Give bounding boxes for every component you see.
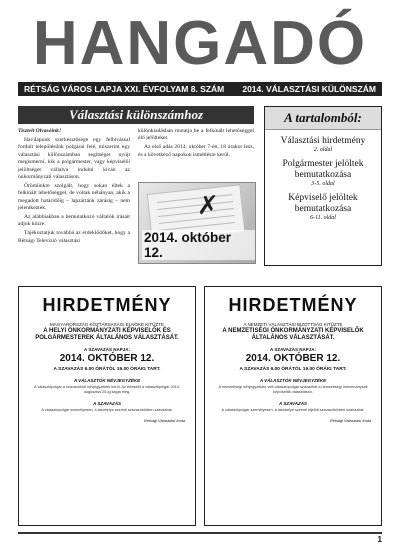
article-paragraph: Tájékoztatjuk továbbá az érdeklődőket, hogy a Rétsági Televízió választási (18, 230, 130, 244)
notice-issuer: MAGYARORSZÁG KÖZTÁRSASÁGI ELNÖKE KITŰZTE (50, 322, 164, 327)
photo-date-caption: 2014. október 12. (142, 230, 255, 260)
toc-item-page: 2. oldal (313, 147, 333, 153)
notice-heading: HIRDETMÉNY (42, 295, 172, 315)
toc-item-heading: Képviselő jelöltek bemutatkozása (288, 193, 358, 214)
notice-time: A SZAVAZÁS 6.00 ÓRÁTÓL 19.00 ÓRÁIG TART. (239, 367, 347, 372)
article-paragraph: Havilapunk szerkesztősége egy felhívással fordult településünk polgárai felé, miszerint egy választási különszámban segítséget nyújt megismerni, kik a polgármester, vagy képviselői jelöltséget vállalva indulni kíván az önkormányzati választáson. (18, 136, 130, 180)
article-paragraph: Az első adás 2014. október 7-én, 18 órakor lesz, és a következő napokon ismétlésre kerül. (138, 144, 254, 158)
notice-section-title: A SZAVAZÁS (279, 401, 307, 406)
notice-day-label: A SZAVAZÁS NAPJA: (84, 347, 130, 352)
ballot-photo (138, 182, 256, 264)
article-column-1 (18, 128, 130, 247)
notice-text: A választópolgár a szavazóköri névjegyzékbe kerül. Az értesítőt a választópolgár 2014. augusztus 25-ig kapja meg. (33, 385, 181, 394)
election-notice-nationality (204, 286, 382, 526)
notice-text: A választópolgár személyesen, a lakóhelye szerinti szavazókörben szavazhat. (41, 408, 173, 412)
table-of-contents (264, 106, 382, 266)
article-paragraph: Az alábbiakban a bemutatkozó vállalók írásait adjuk közre. (18, 213, 130, 228)
notice-day-label: A SZAVAZÁS NAPJA: (270, 347, 316, 352)
notice-date: 2014. OKTÓBER 12. (245, 353, 341, 364)
notice-issuer: A NEMZETI VÁLASZTÁSI BIZOTTSÁG KITŰZTE (243, 322, 343, 327)
masthead (18, 10, 382, 78)
notice-signature: Rétsági Választási Iroda (330, 419, 371, 423)
toc-item[interactable] (265, 193, 381, 221)
notice-signature: Rétsági Választási Iroda (144, 419, 185, 423)
notice-subject: A HELYI ÖNKORMÁNYZATI KÉPVISELŐK ÉS POLGÁRMESTEREK ÁLTALÁNOS VÁLASZTÁSÁT. (35, 328, 179, 341)
election-notice-local (18, 286, 196, 526)
toc-item[interactable] (265, 136, 381, 153)
toc-item[interactable] (265, 159, 381, 187)
notice-subject: A NEMZETISÉGI ÖNKORMÁNYZATI KÉPVISELŐK ÁLTALÁNOS VÁLASZTÁSÁT. (222, 328, 364, 341)
page-number: 1 (18, 532, 382, 546)
article-heading: Választási különszámhoz (18, 106, 254, 124)
checkmark-icon: ✗ (197, 191, 219, 221)
article-column-2 (138, 128, 254, 161)
toc-title: A tartalomból: (265, 107, 381, 130)
notice-section-title: A VÁLASZTÓK NÉVJEGYZÉKE (259, 378, 327, 383)
notice-date: 2014. OKTÓBER 12. (59, 353, 155, 364)
notice-heading: HIRDETMÉNY (228, 295, 358, 315)
toc-item-heading: Polgármester jelöltek bemutatkozása (282, 159, 364, 180)
notice-section-title: A VÁLASZTÓK NÉVJEGYZÉKE (73, 378, 141, 383)
article-lead: Tisztelt Olvasóink! (18, 128, 62, 134)
toc-item-page: 3-5. oldal (311, 181, 335, 187)
toc-item-heading: Választási hirdetmény (280, 136, 366, 146)
article-paragraph: Örömünkre szolgált, hogy sokan éltek a felkínált lehetőséggel, de voltak néhányan, akik a megadott határidőig – lapzártánk zárásig – nem jelentkeztek. (18, 182, 130, 212)
notice-text: A választópolgár személyesen, a lakóhelye szerinti kijelölt szavazókörben szavazhat. (221, 408, 365, 412)
toc-item-page: 6-11. oldal (310, 215, 336, 221)
masthead-subtitle-bar (18, 82, 382, 96)
notice-text: A nemzetiségi névjegyzékbe vett választópolgár szavazhat a nemzetiségi önkormányzati képviselők választásán. (218, 385, 368, 394)
newspaper-title: HANGADÓ (32, 9, 368, 78)
edition-info: 2014. VÁLASZTÁSI KÜLÖNSZÁM (242, 84, 376, 94)
article-paragraph: különkiadásban mutatja be a felkínált lehetőséggel élő jelölteket. (138, 128, 254, 142)
notice-time: A SZAVAZÁS 6.00 ÓRÁTÓL 19.00 ÓRÁIG TART. (53, 367, 161, 372)
notice-section-title: A SZAVAZÁS (93, 401, 121, 406)
issue-info: RÉTSÁG VÁROS LAPJA XXI. ÉVFOLYAM 8. SZÁM (24, 84, 225, 94)
